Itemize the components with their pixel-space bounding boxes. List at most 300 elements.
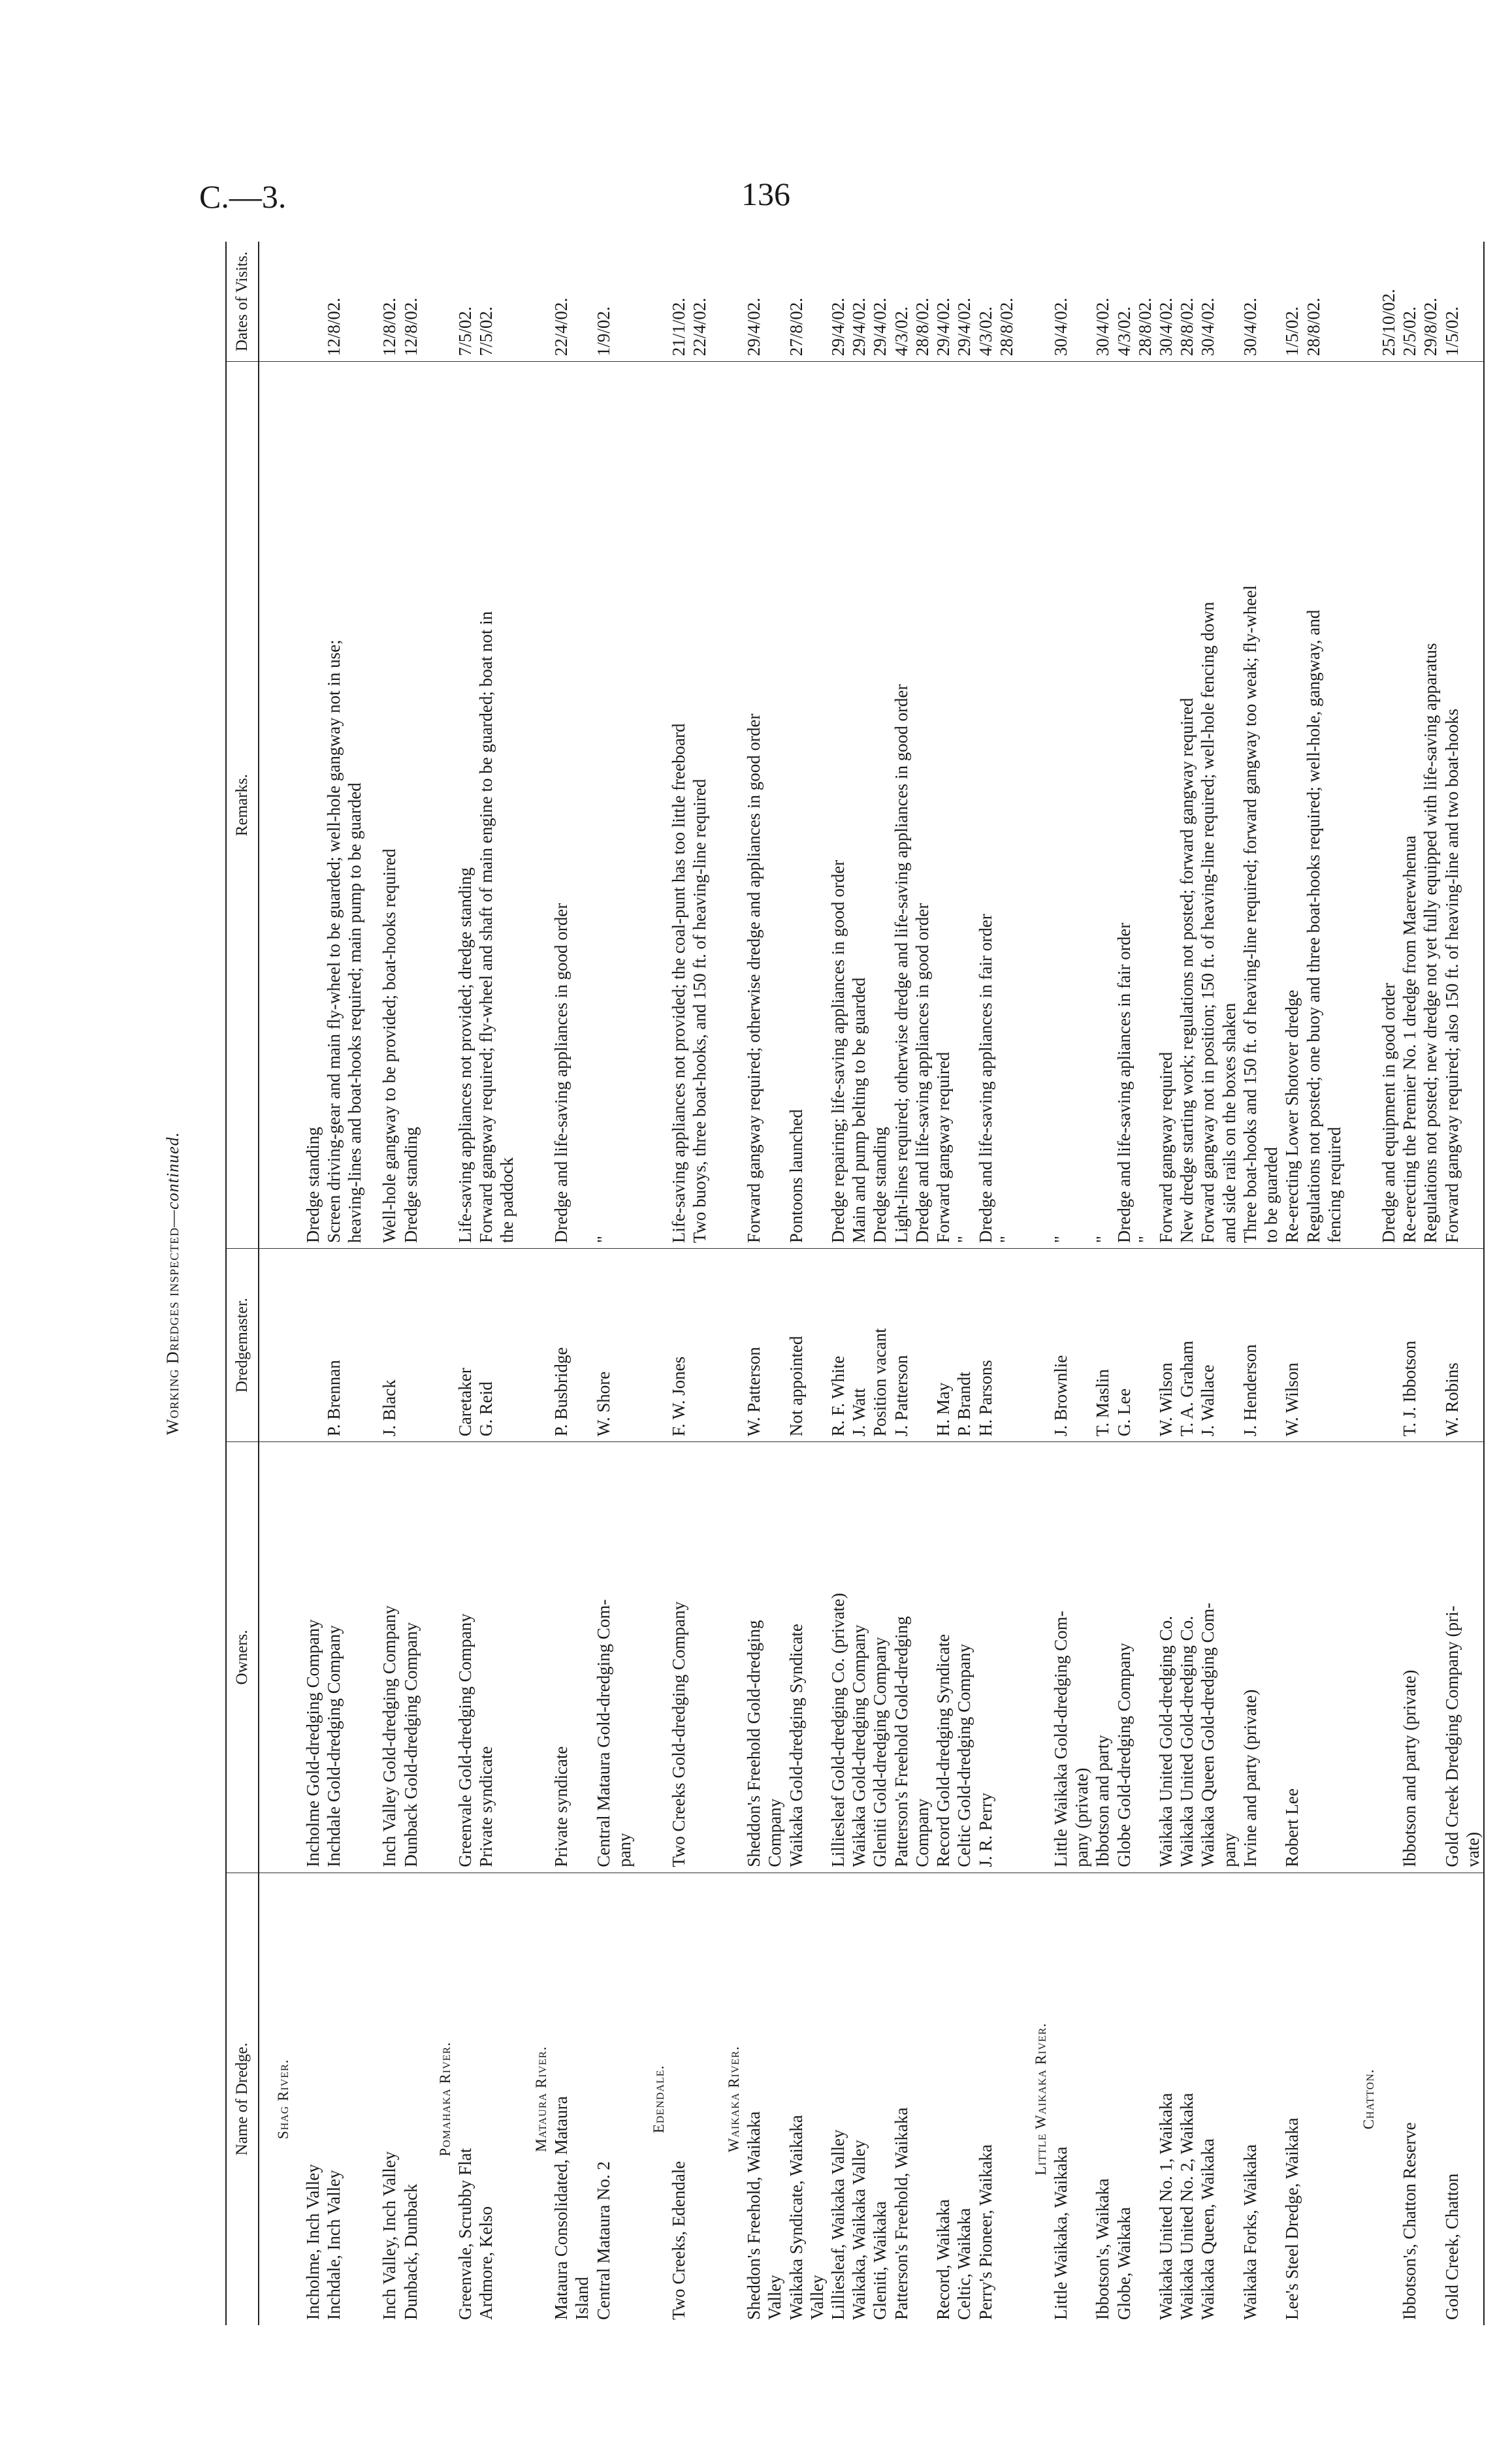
col-header-remarks: Remarks.	[226, 362, 259, 1249]
dredgemaster-cell	[614, 1249, 635, 1442]
dredgemaster-cell: J. Henderson	[1240, 1249, 1261, 1442]
dredgemaster-cell	[689, 1249, 710, 1442]
remarks-cell	[807, 362, 828, 1249]
owners-cell	[996, 1442, 1017, 1873]
dredge-name-cell: Sheddon's Freehold, Waikaka	[744, 2111, 764, 2320]
table-row	[1092, 242, 1113, 2325]
table-row	[1071, 242, 1092, 2325]
owners-cell: pany (private)	[1071, 1442, 1092, 1873]
owners-cell: Incholme Gold-dredging Company	[293, 1442, 323, 1873]
remarks-cell: the paddock	[496, 362, 517, 1249]
caption-title: Working Dredges inspected	[163, 1227, 182, 1436]
dates-cell: 29/4/02.	[848, 242, 869, 362]
dredgemaster-cell	[996, 1249, 1017, 1442]
dredgemaster-cell: P. Brennan	[323, 1249, 344, 1442]
table-row	[1324, 242, 1345, 2325]
table-row	[293, 242, 323, 2325]
remarks-cell: Dredge and equipment in good order	[1378, 362, 1399, 1249]
table-row	[954, 242, 974, 2325]
section-spacer-cell	[635, 242, 668, 362]
owners-cell: Record Gold-dredging Syndicate	[933, 1442, 954, 1873]
table-row	[996, 242, 1017, 2325]
owners-cell: Waikaka Queen Gold-dredging Com-	[1197, 1442, 1218, 1873]
dates-cell: 29/4/02.	[954, 242, 974, 362]
remarks-cell: Forward gangway not in position; 150 ft. of heaving-line required; well-hole fencing down	[1197, 362, 1218, 1249]
table-row	[1219, 242, 1240, 2325]
dredgemaster-cell	[1134, 1249, 1155, 1442]
dates-cell: 29/8/02.	[1420, 242, 1441, 362]
section-spacer-cell	[1017, 1249, 1050, 1442]
dredge-name-cell: Ibbotson's, Waikaka	[1093, 2178, 1113, 2320]
owners-cell: Patterson's Freehold Gold-dredging	[891, 1442, 912, 1873]
dredgemaster-cell: T. J. Ibbotson	[1399, 1249, 1420, 1442]
remarks-cell: Life-saving appliances not provided; dredge standing	[455, 362, 475, 1249]
dredgemaster-cell	[912, 1249, 933, 1442]
caption-continued: continued.	[163, 1131, 182, 1210]
owners-cell: Lilliesleaf Gold-dredging Co. (private)	[828, 1442, 848, 1873]
section-heading: Chatton.	[1360, 2068, 1377, 2130]
dredge-name-cell: Ibbotson's, Chatton Reserve	[1400, 2122, 1420, 2320]
dredgemaster-cell: T. A. Graham	[1176, 1249, 1197, 1442]
dredgemaster-cell	[1324, 1249, 1345, 1442]
section-heading: Pomahaka River.	[436, 2042, 453, 2157]
dates-cell	[293, 242, 323, 362]
owners-cell	[496, 1442, 517, 1873]
dredge-name-cell: Inch Valley, Inch Valley	[379, 2151, 400, 2320]
remarks-cell: Dredge and life-saving appliances in fair order	[975, 362, 996, 1249]
dredgemaster-cell	[496, 1249, 517, 1442]
section-heading: Waikaka River.	[726, 2046, 743, 2153]
remarks-cell: Screen driving-gear and main fly-wheel to be guarded; well-hole gangway not in use;	[323, 362, 344, 1249]
owners-cell: Company	[912, 1442, 933, 1873]
table-row	[1303, 242, 1324, 2325]
remarks-cell	[1071, 362, 1092, 1249]
table-row	[689, 242, 710, 2325]
owners-cell	[689, 1442, 710, 1873]
table-row	[323, 242, 344, 2325]
dredgemaster-cell	[293, 1249, 323, 1442]
owners-cell: Gold Creek Dredging Company (pri-	[1441, 1442, 1462, 1873]
table-row	[571, 242, 592, 2325]
dredgemaster-cell	[1219, 1249, 1240, 1442]
dredgemaster-cell: Position vacant	[869, 1249, 890, 1442]
dates-cell: 30/4/02.	[1092, 242, 1113, 362]
dredgemaster-cell	[1420, 1249, 1441, 1442]
dredge-name-cell	[1324, 1873, 1345, 2325]
section-spacer-cell	[710, 1442, 743, 1873]
owners-cell	[1261, 1442, 1281, 1873]
dates-cell	[1071, 242, 1092, 362]
dredge-name-cell: Celtic, Waikaka	[954, 2208, 974, 2320]
rotated-table-region	[163, 242, 1483, 2325]
dredgemaster-cell	[571, 1249, 592, 1442]
dredge-name-cell: Perry's Pioneer, Waikaka	[975, 2144, 995, 2320]
dredge-name-cell: Globe, Waikaka	[1114, 2207, 1134, 2320]
owners-cell: Gleniti Gold-dredging Company	[869, 1442, 890, 1873]
dates-cell: 28/8/02.	[912, 242, 933, 362]
dredgemaster-cell	[1071, 1249, 1092, 1442]
owners-cell: Sheddon's Freehold Gold-dredging	[743, 1442, 764, 1873]
table-row	[455, 242, 475, 2325]
table-row	[1240, 242, 1261, 2325]
table-row	[1399, 242, 1420, 2325]
dredgemaster-cell	[764, 1249, 785, 1442]
dredgemaster-cell	[1462, 1249, 1484, 1442]
table-row	[869, 242, 890, 2325]
dredge-name-cell: Waikaka United No. 2, Waikaka	[1177, 2093, 1197, 2320]
dredge-name-cell	[1378, 1873, 1399, 2325]
remarks-cell: Forward gangway required; also 150 ft. of heaving-line and two boat-hooks	[1441, 362, 1462, 1249]
section-spacer-cell	[1345, 362, 1378, 1249]
page-number: 136	[741, 176, 790, 212]
owners-cell	[571, 1442, 592, 1873]
dredgemaster-cell: H. Parsons	[975, 1249, 996, 1442]
remarks-cell: Dredge and life-saving appliances in good order	[912, 362, 933, 1249]
dates-cell	[496, 242, 517, 362]
section-heading: Little Waikaka River.	[1033, 2023, 1050, 2176]
remarks-cell: "	[996, 362, 1017, 1249]
section-spacer-cell	[421, 1442, 455, 1873]
section-spacer-cell	[259, 1442, 293, 1873]
remarks-cell	[764, 362, 785, 1249]
dredgemaster-cell: T. Maslin	[1092, 1249, 1113, 1442]
section-spacer-cell	[1017, 362, 1050, 1249]
section-spacer-cell	[1345, 242, 1378, 362]
remarks-cell: heaving-lines and boat-hooks required; main pump to be guarded	[344, 362, 365, 1249]
owners-cell: pany	[614, 1442, 635, 1873]
table-row	[551, 242, 571, 2325]
dredge-name-cell: Waikaka Syndicate, Waikaka	[786, 2115, 806, 2320]
owners-cell	[1378, 1442, 1399, 1873]
table-row	[1441, 242, 1462, 2325]
dredgemaster-cell: G. Lee	[1114, 1249, 1134, 1442]
dredgemaster-cell	[400, 1249, 421, 1442]
table-row	[593, 242, 614, 2325]
remarks-cell: Re-erecting the Premier No. 1 dredge from Maerewhenua	[1399, 362, 1420, 1249]
dredgemaster-cell: R. F. White	[828, 1249, 848, 1442]
section-row	[635, 242, 668, 2325]
table-row	[1114, 242, 1134, 2325]
dredgemaster-cell: F. W. Jones	[668, 1249, 689, 1442]
dredgemaster-cell	[1378, 1249, 1399, 1442]
section-spacer-cell	[517, 362, 551, 1249]
col-header-dredgemaster: Dredgemaster.	[226, 1249, 259, 1442]
owners-cell: Irvine and party (private)	[1240, 1442, 1261, 1873]
section-spacer-cell	[710, 362, 743, 1249]
table-row	[1155, 242, 1176, 2325]
owners-cell: Waikaka Gold-dredging Company	[848, 1442, 869, 1873]
dredge-name-cell	[1303, 1873, 1324, 2325]
remarks-cell: Three boat-hooks and 150 ft. of heaving-line required; forward gangway too weak; fly-wheel	[1240, 362, 1261, 1249]
dredge-name-cell	[1071, 1873, 1092, 2325]
owners-cell	[1420, 1442, 1441, 1873]
dates-cell: 29/4/02.	[933, 242, 954, 362]
dredgemaster-cell: J. Black	[365, 1249, 400, 1442]
remarks-cell: Dredge and life-saving appliances in good order	[551, 362, 571, 1249]
dredgemaster-cell: W. Wilson	[1155, 1249, 1176, 1442]
dredge-name-cell	[1462, 1873, 1484, 2325]
dredgemaster-cell: G. Reid	[475, 1249, 496, 1442]
table-row	[614, 242, 635, 2325]
dates-cell: 1/5/02.	[1441, 242, 1462, 362]
dredgemaster-cell: W. Wilson	[1281, 1249, 1302, 1442]
dates-cell	[1462, 242, 1484, 362]
owners-cell: Ibbotson and party (private)	[1399, 1442, 1420, 1873]
remarks-cell: Dredge standing	[293, 362, 323, 1249]
section-row	[421, 242, 455, 2325]
dredge-name-cell: Waikaka Forks, Waikaka	[1240, 2144, 1260, 2320]
table-row	[365, 242, 400, 2325]
dredge-name-cell: Patterson's Freehold, Waikaka	[891, 2107, 911, 2320]
section-spacer-cell	[259, 362, 293, 1249]
remarks-cell: Main and pump belting to be guarded	[848, 362, 869, 1249]
remarks-cell: Light-lines required; otherwise dredge and life-saving appliances in good order	[891, 362, 912, 1249]
owners-cell: Inchdale Gold-dredging Company	[323, 1442, 344, 1873]
table-row	[1197, 242, 1218, 2325]
dates-cell	[764, 242, 785, 362]
dredge-name-cell	[996, 1873, 1017, 2325]
owners-cell	[1134, 1442, 1155, 1873]
table-row	[1134, 242, 1155, 2325]
dredge-name-cell: Two Creeks, Edendale	[668, 2161, 688, 2320]
table-row	[891, 242, 912, 2325]
remarks-cell: Regulations not posted; new dredge not yet fully equipped with life-saving apparatus	[1420, 362, 1441, 1249]
dates-cell: 27/8/02.	[786, 242, 807, 362]
owners-cell: Company	[764, 1442, 785, 1873]
dates-cell: 30/4/02.	[1050, 242, 1071, 362]
dates-cell	[1261, 242, 1281, 362]
table-row	[1462, 242, 1484, 2325]
owners-cell: Waikaka United Gold-dredging Co.	[1155, 1442, 1176, 1873]
table-row	[912, 242, 933, 2325]
remarks-cell: "	[954, 362, 974, 1249]
table-caption: Working Dredges inspected—continued.	[163, 1131, 182, 1436]
section-spacer-cell	[259, 242, 293, 362]
dates-cell: 28/8/02.	[996, 242, 1017, 362]
dates-cell	[571, 242, 592, 362]
remarks-cell: Pontoons launched	[786, 362, 807, 1249]
owners-cell: Globe Gold-dredging Company	[1114, 1442, 1134, 1873]
remarks-cell: "	[1134, 362, 1155, 1249]
section-spacer-cell	[635, 1249, 668, 1442]
dates-cell: 22/4/02.	[689, 242, 710, 362]
table-row	[786, 242, 807, 2325]
dates-cell: 30/4/02.	[1240, 242, 1261, 362]
section-spacer-cell	[635, 362, 668, 1249]
table-row	[764, 242, 785, 2325]
dredge-name-cell: Lilliesleaf, Waikaka Valley	[828, 2129, 848, 2320]
dates-cell: 29/4/02.	[743, 242, 764, 362]
dredge-name-cell	[1420, 1873, 1441, 2325]
dredgemaster-cell: J. Brownlie	[1050, 1249, 1071, 1442]
col-header-owners: Owners.	[226, 1442, 259, 1873]
remarks-cell: "	[593, 362, 614, 1249]
dredgemaster-cell: Not appointed	[786, 1249, 807, 1442]
remarks-cell	[571, 362, 592, 1249]
owners-cell: Waikaka United Gold-dredging Co.	[1176, 1442, 1197, 1873]
table-row	[475, 242, 496, 2325]
dates-cell: 1/9/02.	[593, 242, 614, 362]
owners-cell: Private syndicate	[551, 1442, 571, 1873]
owners-cell: pany	[1219, 1442, 1240, 1873]
section-spacer-cell	[635, 1442, 668, 1873]
dredge-name-cell: Greenvale, Scrubby Flat	[455, 2147, 475, 2320]
remarks-cell: Two buoys, three boat-hooks, and 150 ft. of heaving-line required	[689, 362, 710, 1249]
remarks-cell: fencing required	[1324, 362, 1345, 1249]
dates-cell: 12/8/02.	[365, 242, 400, 362]
table-row	[828, 242, 848, 2325]
remarks-cell: Forward gangway required; otherwise dredge and appliances in good order	[743, 362, 764, 1249]
dates-cell: 2/5/02.	[1399, 242, 1420, 362]
dredge-name-cell: Waikaka United No. 1, Waikaka	[1156, 2093, 1176, 2320]
dredgemaster-cell: J. Wallace	[1197, 1249, 1218, 1442]
dredge-name-cell	[689, 1873, 710, 2325]
dredge-name-cell: Ardmore, Kelso	[475, 2206, 496, 2320]
header-row	[226, 242, 259, 2325]
page-code: C.—3.	[199, 178, 287, 215]
section-row	[710, 242, 743, 2325]
dredgemaster-cell	[344, 1249, 365, 1442]
dredgemaster-cell: Caretaker	[455, 1249, 475, 1442]
dates-cell: 29/4/02.	[828, 242, 848, 362]
section-spacer-cell	[421, 242, 455, 362]
owners-cell: Dunback Gold-dredging Company	[400, 1442, 421, 1873]
table-row	[1281, 242, 1302, 2325]
owners-cell	[807, 1442, 828, 1873]
owners-cell: J. R. Perry	[975, 1442, 996, 1873]
dates-cell	[614, 242, 635, 362]
dredge-name-cell: Record, Waikaka	[933, 2199, 954, 2320]
dates-cell: 28/8/02.	[1134, 242, 1155, 362]
dates-cell: 21/1/02.	[668, 242, 689, 362]
section-spacer-cell	[259, 1249, 293, 1442]
table-row	[848, 242, 869, 2325]
dates-cell: 4/3/02.	[1114, 242, 1134, 362]
owners-cell	[1324, 1442, 1345, 1873]
dredgemaster-cell: W. Shore	[593, 1249, 614, 1442]
table-row	[743, 242, 764, 2325]
dredge-name-cell: Valley	[765, 2275, 785, 2320]
dredge-name-cell: Central Mataura No. 2	[593, 2161, 613, 2320]
dredgemaster-cell	[807, 1249, 828, 1442]
section-spacer-cell	[1345, 1249, 1378, 1442]
dredge-name-cell: Inchdale, Inch Valley	[323, 2170, 344, 2320]
remarks-cell: Dredge standing	[869, 362, 890, 1249]
dredgemaster-cell: W. Robins	[1441, 1249, 1462, 1442]
dredge-name-cell	[344, 1873, 365, 2325]
dates-cell: 28/8/02.	[1303, 242, 1324, 362]
section-spacer-cell	[710, 1249, 743, 1442]
dredge-name-cell: Mataura Consolidated, Mataura	[551, 2096, 571, 2320]
dates-cell: 29/4/02.	[869, 242, 890, 362]
dates-cell: 22/4/02.	[551, 242, 571, 362]
section-spacer-cell	[1017, 242, 1050, 362]
remarks-cell: Forward gangway required; fly-wheel and shaft of main engine to be guarded; boat not in	[475, 362, 496, 1249]
dredgemaster-cell: W. Patterson	[743, 1249, 764, 1442]
owners-cell: Central Mataura Gold-dredging Com-	[593, 1442, 614, 1873]
dredgemaster-cell	[1303, 1249, 1324, 1442]
col-header-dates: Dates of Visits.	[226, 242, 259, 362]
dredge-name-cell: Gold Creek, Chatton	[1441, 2173, 1462, 2320]
table-row	[1420, 242, 1441, 2325]
dredgemaster-cell: H. May	[933, 1249, 954, 1442]
dredgemaster-cell: J. Patterson	[891, 1249, 912, 1442]
table-body	[259, 242, 1484, 2325]
table-row	[496, 242, 517, 2325]
dates-cell: 4/3/02.	[975, 242, 996, 362]
owners-cell: Two Creeks Gold-dredging Company	[668, 1442, 689, 1873]
remarks-cell: Re-erecting Lower Shotover dredge	[1281, 362, 1302, 1249]
dredge-name-cell: Waikaka Queen, Waikaka	[1198, 2138, 1218, 2320]
section-spacer-cell	[421, 362, 455, 1249]
remarks-cell	[614, 362, 635, 1249]
remarks-cell: Life-saving appliances not provided; the coal-punt has too little freeboard	[668, 362, 689, 1249]
dredge-name-cell	[912, 1873, 933, 2325]
section-spacer-cell	[517, 1249, 551, 1442]
section-heading: Edendale.	[651, 2065, 668, 2134]
dredges-table	[225, 242, 1485, 2325]
dates-cell: 12/8/02.	[323, 242, 344, 362]
remarks-cell: Forward gangway required	[933, 362, 954, 1249]
section-row	[1345, 242, 1378, 2325]
remarks-cell: Well-hole gangway to be provided; boat-hooks required	[365, 362, 400, 1249]
owners-cell	[1303, 1442, 1324, 1873]
remarks-cell: "	[1092, 362, 1113, 1249]
owners-cell: Private syndicate	[475, 1442, 496, 1873]
section-heading: Mataura River.	[533, 2046, 550, 2153]
table-row	[1261, 242, 1281, 2325]
owners-cell	[344, 1442, 365, 1873]
section-row	[1017, 242, 1050, 2325]
owners-cell: Inch Valley Gold-dredging Company	[365, 1442, 400, 1873]
dates-cell	[1324, 242, 1345, 362]
remarks-cell: Forward gangway required	[1155, 362, 1176, 1249]
remarks-cell: and side rails on the boxes shaken	[1219, 362, 1240, 1249]
table-row	[400, 242, 421, 2325]
remarks-cell: Regulations not posted; one buoy and three boat-hooks required; well-hole, gangway, and	[1303, 362, 1324, 1249]
dredge-name-cell	[1261, 1873, 1281, 2325]
owners-cell: Greenvale Gold-dredging Company	[455, 1442, 475, 1873]
dates-cell: 12/8/02.	[400, 242, 421, 362]
remarks-cell	[1462, 362, 1484, 1249]
dredge-name-cell: Incholme, Inch Valley	[302, 2164, 323, 2320]
table-row	[1050, 242, 1071, 2325]
dates-cell	[807, 242, 828, 362]
dates-cell: 4/3/02.	[891, 242, 912, 362]
owners-cell: vate)	[1462, 1442, 1484, 1873]
section-spacer-cell	[421, 1249, 455, 1442]
section-spacer-cell	[1345, 1442, 1378, 1873]
owners-cell: Little Waikaka Gold-dredging Com-	[1050, 1442, 1071, 1873]
dates-cell	[344, 242, 365, 362]
section-spacer-cell	[710, 242, 743, 362]
owners-cell: Ibbotson and party	[1092, 1442, 1113, 1873]
section-row	[259, 242, 293, 2325]
table-row	[1378, 242, 1399, 2325]
dates-cell: 28/8/02.	[1176, 242, 1197, 362]
section-spacer-cell	[517, 242, 551, 362]
dredge-name-cell	[1219, 1873, 1240, 2325]
dredge-name-cell	[614, 1873, 635, 2325]
owners-cell: Waikaka Gold-dredging Syndicate	[786, 1442, 807, 1873]
dredgemaster-cell: P. Busbridge	[551, 1249, 571, 1442]
table-row	[344, 242, 365, 2325]
dates-cell: 30/4/02.	[1197, 242, 1218, 362]
remarks-cell: "	[1050, 362, 1071, 1249]
dredgemaster-cell: P. Brandt	[954, 1249, 974, 1442]
dredgemaster-cell	[1261, 1249, 1281, 1442]
dredge-name-cell: Dunback, Dunback	[400, 2183, 421, 2320]
